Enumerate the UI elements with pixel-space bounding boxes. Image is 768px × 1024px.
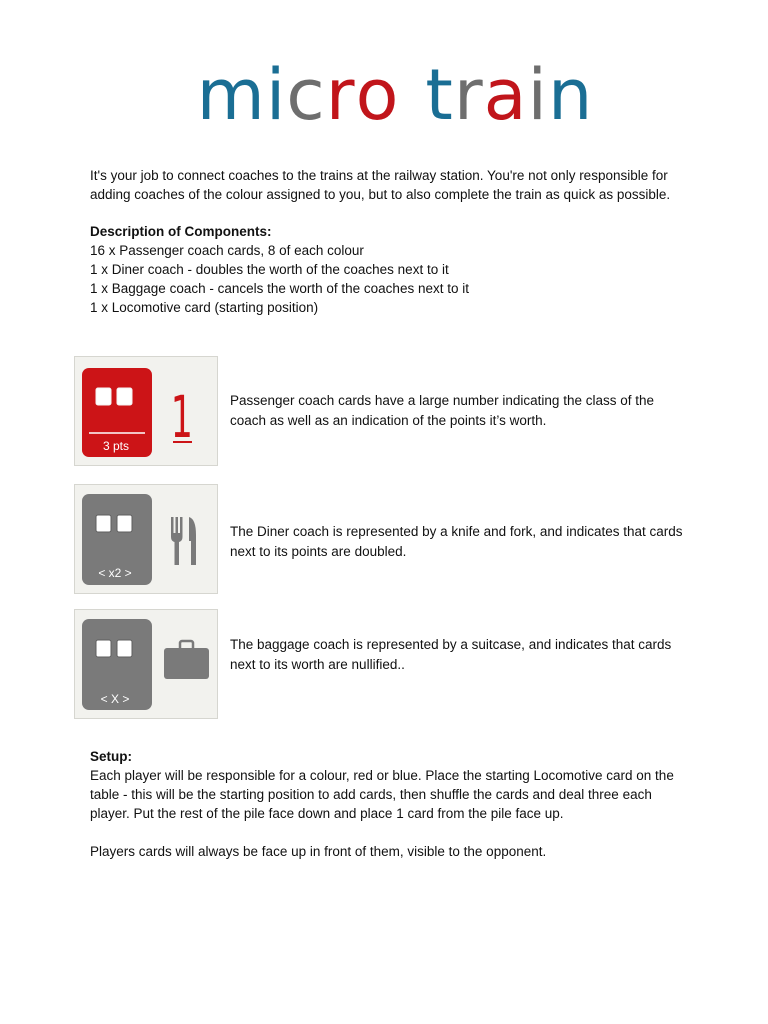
title-letter: a [483, 54, 528, 136]
setup-line: player. Put the rest of the pile face down and place 1 card from the pile face up. [90, 806, 564, 821]
knife [189, 517, 196, 565]
diner-card-image [74, 484, 218, 594]
title-letter: i [527, 54, 548, 136]
class-number: 1 [170, 384, 193, 452]
intro-line: It's your job to connect coaches to the trains at the railway station. You're not only responsible for [90, 168, 668, 183]
baggage-desc-line: The baggage coach is represented by a suitcase, and indicates that cards [230, 637, 672, 652]
diner-desc-line: The Diner coach is represented by a knife and fork, and indicates that cards [230, 524, 683, 539]
title-letter: t [425, 54, 454, 136]
window-icon [117, 515, 132, 532]
setup-note: Players cards will always be face up in front of them, visible to the opponent. [90, 844, 547, 859]
intro-paragraph [90, 166, 700, 204]
fork-prong [180, 517, 183, 534]
passenger-desc-line: coach as well as an indication of the points it’s worth. [230, 412, 547, 428]
suitcase-icon [164, 641, 209, 679]
setup-line: table - this will be the starting position to add cards, then shuffle the cards and deal three each [90, 787, 652, 802]
component-item: 1 x Diner coach - doubles the worth of the coaches next to it [90, 262, 449, 277]
components-heading: Description of Components: [90, 224, 272, 239]
diner-card-graphic [75, 485, 219, 595]
baggage-card-image [74, 609, 218, 719]
title-letter: o [355, 54, 400, 136]
passenger-card-graphic [75, 357, 219, 467]
diner-desc-line: next to its points are doubled. [230, 543, 407, 559]
component-item: 16 x Passenger coach cards, 8 of each colour [90, 243, 364, 258]
intro-line: adding coaches of the colour assigned to you, but to also complete the train as quick as possible. [90, 187, 671, 202]
diner-multiplier-label: < x2 > [98, 566, 132, 580]
title-letter: n [547, 54, 594, 136]
window-icon [96, 515, 111, 532]
baggage-desc-line: next to its worth are nullified.. [230, 656, 405, 672]
fork-handle [171, 533, 183, 565]
component-item: 1 x Locomotive card (starting position) [90, 300, 319, 315]
setup-line: Each player will be responsible for a colour, red or blue. Place the starting Locomotive card on the [90, 768, 674, 783]
passenger-card-image [74, 356, 218, 466]
game-title [0, 50, 768, 140]
suitcase-body [164, 648, 209, 679]
component-item: 1 x Baggage coach - cancels the worth of the coaches next to it [90, 281, 469, 296]
window-icon [96, 640, 111, 657]
fork-prong [176, 517, 179, 534]
components-section [90, 222, 700, 317]
passenger-desc-line: Passenger coach cards have a large number indicating the class of the [230, 393, 654, 408]
setup-heading: Setup: [90, 749, 132, 764]
baggage-multiplier-label: < X > [100, 692, 130, 706]
diner-description [230, 522, 710, 561]
passenger-description [230, 391, 710, 430]
setup-spacer [90, 823, 700, 842]
fork-knife-icon [171, 517, 196, 565]
title-letter: i [265, 54, 287, 136]
baggage-description [230, 635, 710, 674]
window-icon [117, 640, 132, 657]
title-letter: m [196, 54, 266, 136]
title-letter: r [453, 54, 484, 136]
baggage-card-graphic [75, 610, 219, 720]
title-letter: r [325, 54, 356, 136]
passenger-points-label: 3 pts [102, 439, 130, 453]
window-icon [117, 388, 132, 405]
setup-section [90, 747, 700, 861]
fork-prong [171, 517, 174, 534]
title-letter: c [286, 54, 326, 136]
window-icon [96, 388, 111, 405]
